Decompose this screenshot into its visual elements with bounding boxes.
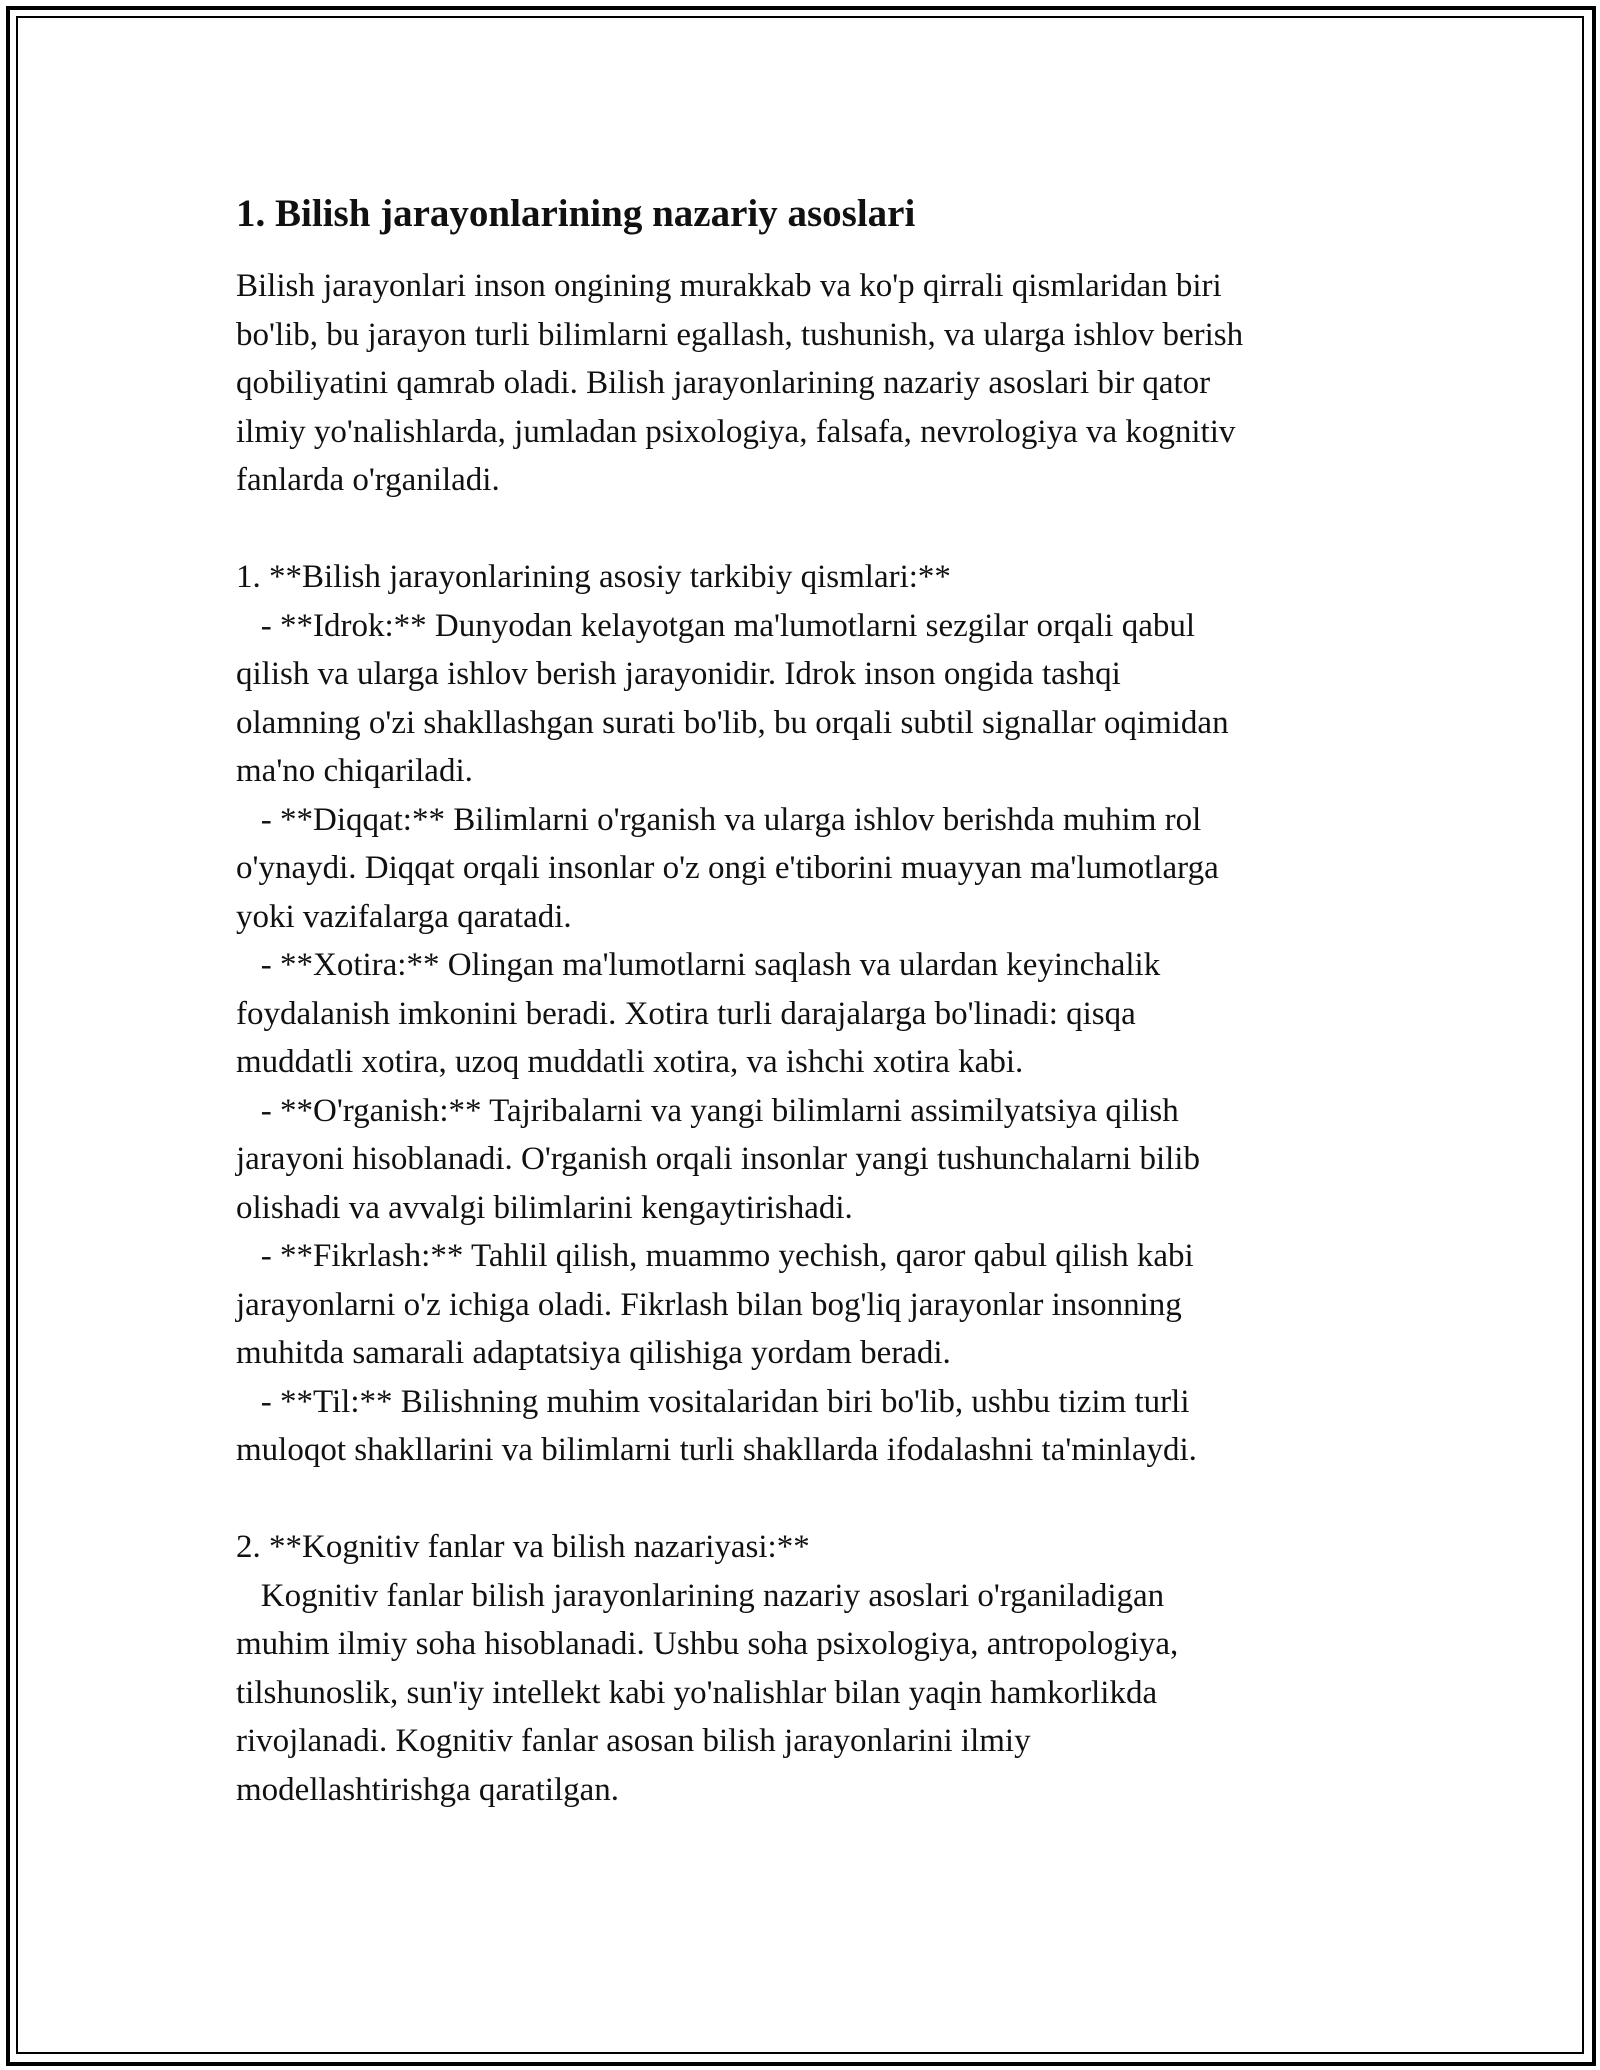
section-body-text: Bilish jarayonlari inson ongining murakkab va ko'p qirrali qismlaridan biri bo'lib, bu jarayon turli bilimlarni egallash, tushunish, va ularga ishlov berish qobiliyatini qamrab oladi. Bilish jarayonlarining nazariy asoslari bir qator ilmiy yo'nalishlarda, jumladan psixologiya, falsafa, nevrologiya va kognitiv fanlarda o'rganiladi. 1. **Bilish jarayonlarining asosiy tarkibiy qismlari:** - **Idrok:** Dunyodan kelayotgan ma'lumotlarni sezgilar orqali qabul qilish va ularga ishlov berish jarayonidir. Idrok inson ongida tashqi olamning o'zi shakllashgan surati bo'lib, bu orqali subtil signallar oqimidan ma'no chiqariladi. - **Diqqat:** Bilimlarni o'rganish va ularga ishlov berishda muhim rol o'ynaydi. Diqqat orqali insonlar o'z ongi e'tiborini muayyan ma'lumotlarga yoki vazifalarga qaratadi. - **Xotira:** Olingan ma'lumotlarni saqlash va ulardan keyinchalik foydalanish imkonini beradi. Xotira turli darajalarga bo'linadi: qisqa muddatli xotira, uzoq muddatli xotira, va ishchi xotira kabi. - **O'rganish:** Tajribalarni va yangi bilimlarni assimilyatsiya qilish jarayoni hisoblanadi. O'rganish orqali insonlar yangi tushunchalarni bilib olishadi va avvalgi bilimlarini kengaytirishadi. - **Fikrlash:** Tahlil qilish, muammo yechish, qaror qabul qilish kabi jarayonlarni o'z ichiga oladi. Fikrlash bilan bog'liq jarayonlar insonning muhitda samarali adaptatsiya qilishiga yordam beradi. - **Til:** Bilishning muhim vositalaridan biri bo'lib, ushbu tizim turli muloqot shakllarini va bilimlarni turli shakllarda ifodalashni ta'minlaydi. 2. **Kognitiv fanlar va bilish nazariyasi:** Kognitiv fanlar bilish jarayonlarining nazariy asoslari o'rganiladigan muhim ilmiy soha hisoblanadi. Ushbu soha psixologiya, antropologiya, tilshunoslik, sun'iy intellekt kabi yo'nalishlar bilan yaqin hamkorlikda rivojlanadi. Kognitiv fanlar asosan bilish jarayonlarini ilmiy modellashtirishga qaratilgan. [236,268,1244,1808]
document-page [236,188,1416,1814]
section-heading: 1. Bilish jarayonlarining nazariy asoslari [236,192,916,235]
